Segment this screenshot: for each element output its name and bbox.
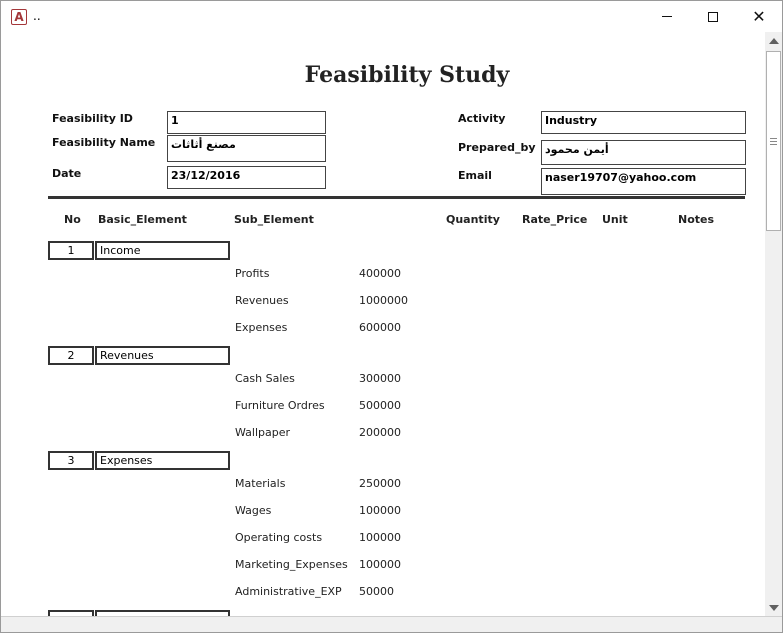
prepared-by-label: Prepared_by bbox=[458, 141, 536, 154]
grip-icon bbox=[770, 138, 777, 145]
maximize-button[interactable] bbox=[690, 1, 736, 32]
group-no: 3 bbox=[48, 451, 94, 470]
title-bar[interactable] bbox=[1, 1, 782, 32]
sub-element-name: Marketing_Expenses bbox=[235, 558, 348, 571]
sub-element-name: Cash Sales bbox=[235, 372, 295, 385]
column-header-basic-element: Basic_Element bbox=[98, 213, 187, 226]
sub-element-quantity: 500000 bbox=[359, 399, 401, 412]
group-no: 2 bbox=[48, 346, 94, 365]
sub-element-name: Wages bbox=[235, 504, 272, 517]
report-title: Feasibility Study bbox=[304, 62, 510, 88]
report-body bbox=[1, 32, 765, 616]
maximize-icon bbox=[708, 12, 718, 22]
sub-element-quantity: 250000 bbox=[359, 477, 401, 490]
arrow-up-icon bbox=[769, 38, 779, 44]
activity-field: Industry bbox=[541, 111, 746, 134]
column-header-unit: Unit bbox=[602, 213, 628, 226]
group-no: 1 bbox=[48, 241, 94, 260]
group-basic-element: Income bbox=[95, 241, 230, 260]
feasibility-name-field: مصنع أثاثات bbox=[167, 135, 326, 162]
window-title: .. bbox=[33, 9, 41, 23]
email-label: Email bbox=[458, 169, 492, 182]
scroll-thumb[interactable] bbox=[766, 51, 781, 231]
sub-element-quantity: 300000 bbox=[359, 372, 401, 385]
date-field: 23/12/2016 bbox=[167, 166, 326, 189]
close-button[interactable] bbox=[736, 1, 782, 32]
sub-element-name: Wallpaper bbox=[235, 426, 291, 439]
sub-element-quantity: 600000 bbox=[359, 321, 401, 334]
sub-element-name: Profits bbox=[235, 267, 270, 280]
access-app-icon[interactable]: A bbox=[11, 9, 27, 25]
sub-element-quantity: 100000 bbox=[359, 558, 401, 571]
sub-element-name: Administrative_EXP bbox=[235, 585, 342, 598]
column-header-notes: Notes bbox=[678, 213, 715, 226]
sub-element-quantity: 1000000 bbox=[359, 294, 408, 307]
scroll-up-button[interactable] bbox=[765, 32, 782, 49]
vertical-scrollbar[interactable] bbox=[765, 32, 782, 616]
feasibility-id-field: 1 bbox=[167, 111, 326, 134]
sub-element-quantity: 100000 bbox=[359, 504, 401, 517]
sub-element-name: Revenues bbox=[235, 294, 289, 307]
column-header-no: No bbox=[64, 213, 81, 226]
arrow-down-icon bbox=[769, 605, 779, 611]
column-header-sub-element: Sub_Element bbox=[234, 213, 314, 226]
sub-element-name: Expenses bbox=[235, 321, 288, 334]
sub-element-quantity: 50000 bbox=[359, 585, 394, 598]
sub-element-name: Materials bbox=[235, 477, 286, 490]
prepared-by-field: أيمن محمود bbox=[541, 140, 746, 165]
minimize-button[interactable] bbox=[644, 1, 690, 32]
close-icon: ✕ bbox=[752, 7, 766, 26]
header-divider bbox=[48, 196, 745, 199]
activity-label: Activity bbox=[458, 112, 506, 125]
scroll-down-button[interactable] bbox=[765, 599, 782, 616]
group-basic-element: Revenues bbox=[95, 346, 230, 365]
bottom-strip bbox=[1, 616, 782, 632]
column-header-quantity: Quantity bbox=[446, 213, 500, 226]
sub-element-quantity: 100000 bbox=[359, 531, 401, 544]
sub-element-quantity: 400000 bbox=[359, 267, 401, 280]
date-label: Date bbox=[52, 167, 82, 180]
sub-element-name: Furniture Ordres bbox=[235, 399, 325, 412]
group-basic-element: Expenses bbox=[95, 451, 230, 470]
column-header-rate-price: Rate_Price bbox=[522, 213, 588, 226]
sub-element-quantity: 200000 bbox=[359, 426, 401, 439]
feasibility-id-label: Feasibility ID bbox=[52, 112, 133, 125]
feasibility-name-label: Feasibility Name bbox=[52, 136, 156, 149]
email-field: naser19707@yahoo.com bbox=[541, 168, 746, 195]
sub-element-name: Operating costs bbox=[235, 531, 323, 544]
minimize-icon bbox=[662, 16, 672, 17]
